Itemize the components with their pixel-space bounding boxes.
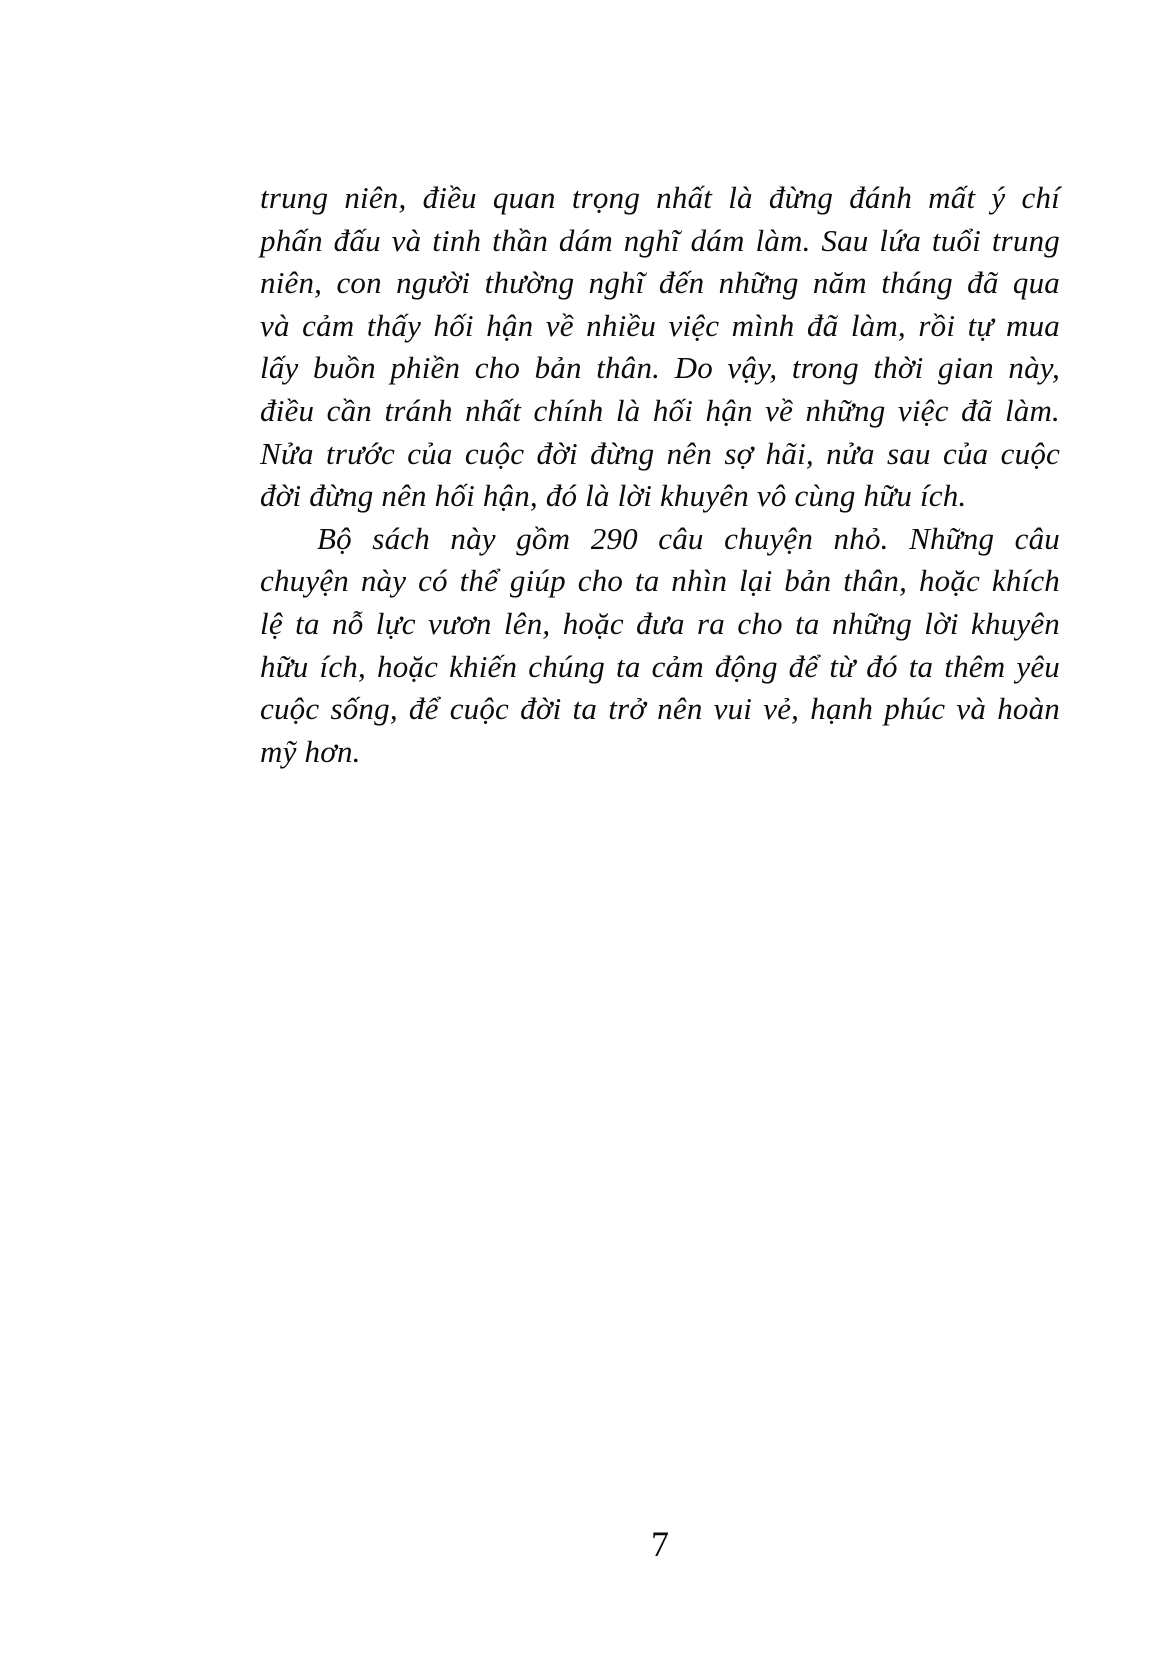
text-line: mỹ hơn. [260, 733, 361, 769]
text-line: Nửa trước của cuộc đời đừng nên sợ hãi, nửa sau của cuộc [260, 435, 1060, 471]
page-number: 7 [651, 1524, 669, 1564]
text-line: đời đừng nên hối hận, đó là lời khuyên vô cùng hữu ích. [260, 478, 967, 514]
text-line: trung niên, điều quan trọng nhất là đừng đánh mất ý chí [260, 180, 1060, 215]
text-line: Bộ sách này gồm 290 câu chuyện nhỏ. Những câu [317, 520, 1060, 556]
text-line: chuyện này có thể giúp cho ta nhìn lại bản thân, hoặc khích [260, 563, 1060, 599]
text-line: phấn đấu và tinh thần dám nghĩ dám làm. Sau lứa tuổi trung [260, 222, 1060, 258]
text-line: hữu ích, hoặc khiến chúng ta cảm động để từ đó ta thêm yêu [260, 648, 1060, 684]
text-block [260, 177, 1060, 773]
text-line: cuộc sống, để cuộc đời ta trở nên vui vẻ, hạnh phúc và hoàn [260, 691, 1060, 727]
text-line: điều cần tránh nhất chính là hối hận về những việc đã làm. [260, 392, 1060, 428]
paragraph [260, 177, 1060, 518]
paragraph [260, 518, 1060, 774]
text-line: lệ ta nỗ lực vươn lên, hoặc đưa ra cho ta những lời khuyên [260, 605, 1060, 641]
text-line: lấy buồn phiền cho bản thân. Do vậy, trong thời gian này, [260, 350, 1060, 386]
text-line: niên, con người thường nghĩ đến những năm tháng đã qua [260, 265, 1060, 301]
text-line: và cảm thấy hối hận về nhiều việc mình đã làm, rồi tự mua [260, 307, 1060, 343]
